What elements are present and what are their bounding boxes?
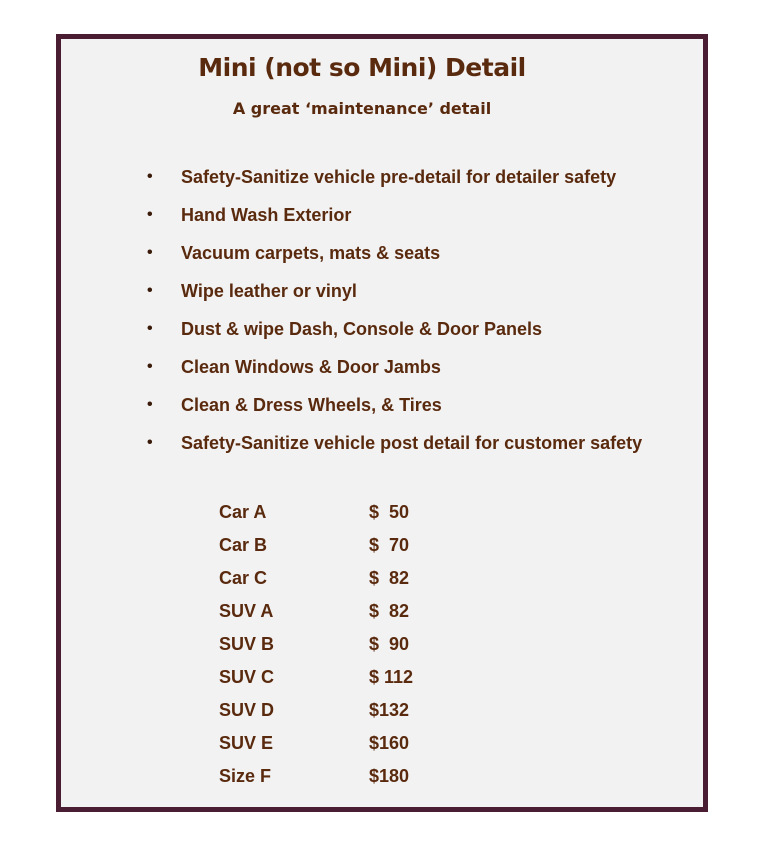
vehicle-size: Car C — [219, 568, 268, 588]
bullet-icon: • — [147, 320, 153, 337]
vehicle-size: SUV D — [219, 700, 275, 720]
price-value: $160 — [369, 733, 410, 753]
price-value: $ 82 — [369, 601, 410, 621]
bullet-icon: • — [147, 282, 153, 299]
bullet-icon: • — [147, 206, 153, 223]
vehicle-size: Size F — [219, 766, 272, 786]
bullet-icon: • — [147, 244, 153, 261]
price-value: $ 50 — [369, 502, 410, 522]
bullet-icon: • — [147, 168, 153, 185]
service-label: Hand Wash Exterior — [181, 205, 352, 225]
bullet-icon: • — [147, 434, 153, 451]
price-row — [219, 732, 479, 765]
price-value: $180 — [369, 766, 410, 786]
service-label: Vacuum carpets, mats & seats — [181, 243, 441, 263]
bullet-icon: • — [147, 358, 153, 375]
vehicle-size: SUV E — [219, 733, 274, 753]
service-label: Dust & wipe Dash, Console & Door Panels — [181, 319, 543, 339]
price-value: $ 82 — [369, 568, 410, 588]
vehicle-size: Car A — [219, 502, 267, 522]
service-label: Safety-Sanitize vehicle post detail for customer safety — [181, 433, 643, 453]
service-label: Clean & Dress Wheels, & Tires — [181, 395, 442, 415]
bullet-icon: • — [147, 396, 153, 413]
page-title: Mini (not so Mini) Detail — [198, 53, 526, 82]
price-row — [219, 666, 479, 699]
price-row — [219, 765, 479, 798]
price-row — [219, 600, 479, 633]
price-value: $132 — [369, 700, 410, 720]
service-label: Clean Windows & Door Jambs — [181, 357, 441, 377]
price-card — [56, 34, 708, 812]
price-row — [219, 567, 479, 600]
service-label: Safety-Sanitize vehicle pre-detail for detailer safety — [181, 167, 617, 187]
service-label: Wipe leather or vinyl — [181, 281, 357, 301]
price-row — [219, 699, 479, 732]
vehicle-size: SUV C — [219, 667, 275, 687]
price-table — [219, 501, 479, 798]
vehicle-size: Car B — [219, 535, 268, 555]
vehicle-size: SUV B — [219, 634, 275, 654]
price-row — [219, 501, 479, 534]
price-value: $ 112 — [369, 667, 414, 687]
price-row — [219, 534, 479, 567]
price-row — [219, 633, 479, 666]
price-value: $ 70 — [369, 535, 410, 555]
vehicle-size: SUV A — [219, 601, 274, 621]
price-value: $ 90 — [369, 634, 410, 654]
page-subtitle: A great ‘maintenance’ detail — [232, 99, 492, 118]
